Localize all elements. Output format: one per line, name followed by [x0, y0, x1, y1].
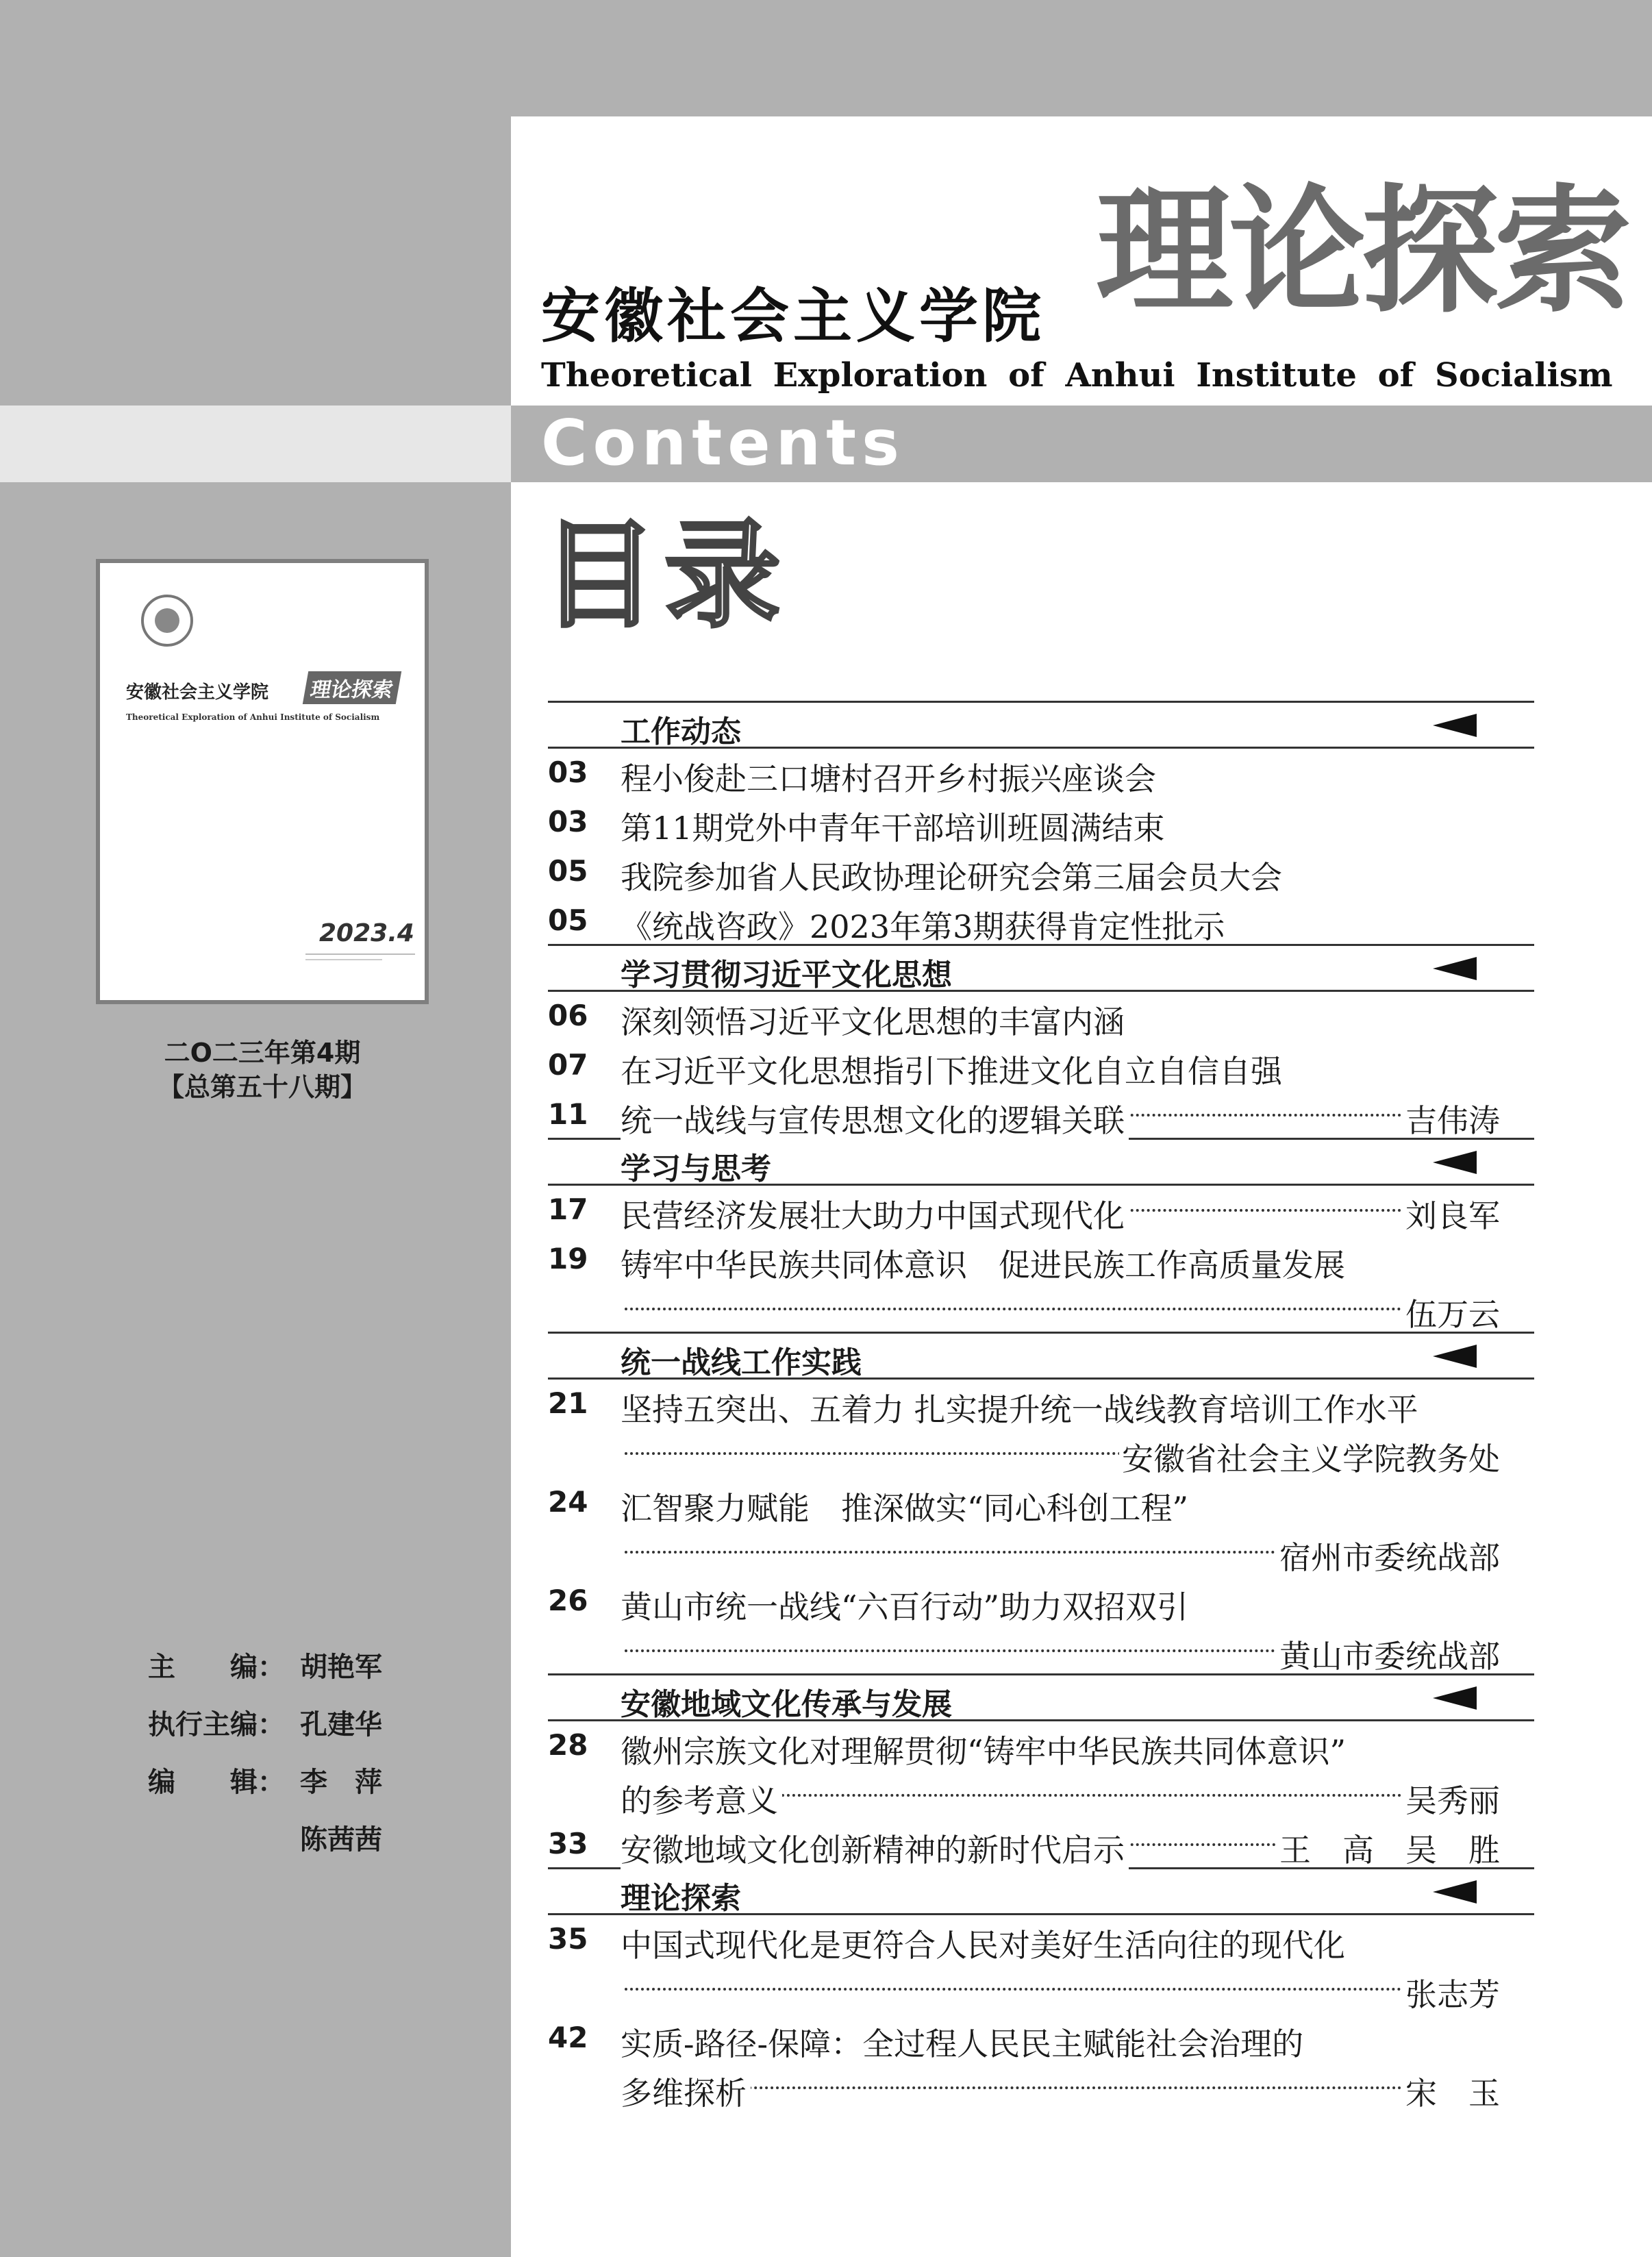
cover-thumbnail	[96, 559, 429, 1004]
toc-entry[interactable]	[548, 847, 1534, 897]
entry-title: 民营经济发展壮大助力中国式现代化	[621, 1191, 1129, 1236]
toc-section	[548, 1867, 1534, 1915]
toc-entry[interactable]	[548, 1090, 1534, 1140]
toc-section	[548, 1673, 1534, 1721]
logo-center	[155, 608, 179, 633]
toc-entry[interactable]	[548, 1577, 1534, 1626]
section-title: 学习贯彻习近平文化思想	[621, 958, 952, 993]
entry-author: 安徽省社会主义学院教务处	[1119, 1434, 1500, 1480]
toc-entry-continued[interactable]	[548, 1284, 1534, 1334]
page-number: 07	[548, 1048, 588, 1082]
entry-title: 的参考意义	[621, 1776, 782, 1821]
page-number: 17	[548, 1193, 588, 1226]
toc-entry[interactable]	[548, 2014, 1534, 2063]
entry-author: 伍万云	[1403, 1290, 1500, 1335]
toc-entry[interactable]	[548, 1235, 1534, 1284]
thumbnail-magazine-title: 理论探索	[303, 671, 401, 704]
toc-entry[interactable]	[548, 1478, 1534, 1527]
page-number: 24	[548, 1485, 588, 1519]
toc-entry-continued[interactable]	[548, 1771, 1534, 1820]
triangle-marker-icon	[1433, 714, 1477, 737]
staff-name: 孔建华	[300, 1709, 382, 1741]
entry-title: 统一战线与宣传思想文化的逻辑关联	[621, 1096, 1129, 1141]
institution-name-cn: 安徽社会主义学院	[541, 282, 1045, 351]
entry-author: 宿州市委统战部	[1277, 1533, 1500, 1578]
entry-author: 王 高 吴 胜	[1277, 1825, 1500, 1871]
page-number: 33	[548, 1827, 588, 1860]
page-number: 03	[548, 756, 588, 789]
entry-title: 深刻领悟习近平文化思想的丰富内涵	[621, 1003, 1125, 1040]
thumbnail-institution: 安徽社会主义学院	[126, 682, 269, 703]
toc-entry[interactable]	[548, 897, 1534, 946]
entry-title: 黄山市统一战线“六百行动”助力双招双引	[621, 1588, 1189, 1625]
entry-title: 汇智聚力赋能 推深做实“同心科创工程”	[621, 1490, 1189, 1527]
toc-entry-continued[interactable]	[548, 1965, 1534, 2014]
entry-title: 实质-路径-保障：全过程人民民主赋能社会治理的	[621, 2025, 1304, 2062]
entry-title: 坚持五突出、五着力 扎实提升统一战线教育培训工作水平	[621, 1391, 1418, 1428]
toc-entry-continued[interactable]	[548, 2063, 1534, 2112]
triangle-marker-icon	[1433, 1345, 1477, 1368]
entry-title: 在习近平文化思想指引下推进文化自立自信自强	[621, 1053, 1282, 1090]
staff-name: 胡艳军	[300, 1651, 382, 1683]
page-number: 35	[548, 1922, 588, 1956]
header-gray-band	[0, 0, 1652, 116]
triangle-marker-icon	[1433, 957, 1477, 980]
toc-section	[548, 944, 1534, 992]
mulu-heading: 目录	[541, 508, 788, 644]
page-number: 03	[548, 805, 588, 838]
entry-title: 铸牢中华民族共同体意识 促进民族工作高质量发展	[621, 1247, 1345, 1284]
toc-entry-continued[interactable]	[548, 1626, 1534, 1675]
entry-title: 安徽地域文化创新精神的新时代启示	[621, 1825, 1129, 1871]
entry-author: 吴秀丽	[1403, 1776, 1500, 1821]
page-number: 21	[548, 1386, 588, 1420]
entry-author: 刘良军	[1403, 1191, 1500, 1236]
entry-title: 我院参加省人民政协理论研究会第三届会员大会	[621, 859, 1282, 896]
entry-title: 中国式现代化是更符合人民对美好生活向往的现代化	[621, 1927, 1345, 1964]
section-title: 工作动态	[621, 714, 741, 749]
table-of-contents	[548, 703, 1534, 2112]
staff-role: 主 编：	[148, 1651, 285, 1683]
toc-entry[interactable]	[548, 992, 1534, 1041]
entry-title: 多维探析	[621, 2069, 751, 2114]
entry-author: 宋 玉	[1403, 2069, 1500, 2114]
entry-author: 吉伟涛	[1403, 1096, 1500, 1141]
dot-leader	[625, 1988, 1500, 1991]
page-number: 28	[548, 1728, 588, 1762]
page-number: 11	[548, 1097, 588, 1131]
triangle-marker-icon	[1433, 1151, 1477, 1174]
entry-author: 张志芳	[1403, 1970, 1500, 2015]
dot-leader	[625, 1308, 1500, 1310]
thumbnail-issue: 2023.4	[319, 919, 414, 947]
page-number: 05	[548, 854, 588, 888]
thumbnail-institution-en: Theoretical Exploration of Anhui Institute of Socialism	[126, 712, 380, 722]
thumbnail-fine-print	[305, 953, 415, 960]
toc-entry-continued[interactable]	[548, 1429, 1534, 1478]
entry-title: 徽州宗族文化对理解贯彻“铸牢中华民族共同体意识”	[621, 1733, 1347, 1770]
toc-entry[interactable]	[548, 749, 1534, 798]
entry-title: 程小俊赴三口塘村召开乡村振兴座谈会	[621, 760, 1156, 797]
page-number: 26	[548, 1584, 588, 1617]
toc-entry[interactable]	[548, 1186, 1534, 1235]
staff-name: 陈茜茜	[300, 1824, 382, 1856]
institution-name-en: Theoretical Exploration of Anhui Institute of Socialism	[541, 356, 1613, 395]
toc-section	[548, 1332, 1534, 1380]
magazine-title: 理论探索	[1096, 172, 1628, 332]
dot-leader	[623, 2086, 1500, 2089]
toc-section	[548, 1138, 1534, 1186]
entry-title: 第11期党外中青年干部培训班圆满结束	[621, 810, 1165, 847]
triangle-marker-icon	[1433, 1880, 1477, 1904]
entry-author: 黄山市委统战部	[1277, 1632, 1500, 1677]
toc-section	[548, 701, 1534, 749]
toc-entry[interactable]	[548, 1380, 1534, 1429]
page-number: 19	[548, 1242, 588, 1275]
toc-entry[interactable]	[548, 798, 1534, 847]
staff-name: 李 萍	[300, 1767, 382, 1798]
page-number: 05	[548, 903, 588, 937]
page-number: 06	[548, 999, 588, 1032]
triangle-marker-icon	[1433, 1686, 1477, 1710]
section-title: 统一战线工作实践	[621, 1345, 862, 1380]
issue-number: 二O二三年第4期	[164, 1038, 361, 1068]
issue-total: 【总第五十八期】	[158, 1072, 366, 1102]
toc-entry[interactable]	[548, 1721, 1534, 1771]
toc-entry-continued[interactable]	[548, 1527, 1534, 1577]
toc-entry[interactable]	[548, 1915, 1534, 1965]
staff-role: 执行主编：	[148, 1709, 285, 1741]
toc-entry[interactable]	[548, 1820, 1534, 1869]
section-title: 理论探索	[621, 1881, 741, 1916]
entry-title: 《统战咨政》2023年第3期获得肯定性批示	[621, 908, 1225, 945]
staff-role: 编 辑：	[148, 1767, 285, 1798]
institute-logo-icon	[141, 595, 193, 647]
page-number: 42	[548, 2021, 588, 2054]
contents-band-left	[0, 406, 511, 482]
section-title: 安徽地域文化传承与发展	[621, 1687, 952, 1722]
toc-entry[interactable]	[548, 1041, 1534, 1090]
section-title: 学习与思考	[621, 1151, 771, 1186]
contents-heading: Contents	[541, 406, 905, 479]
